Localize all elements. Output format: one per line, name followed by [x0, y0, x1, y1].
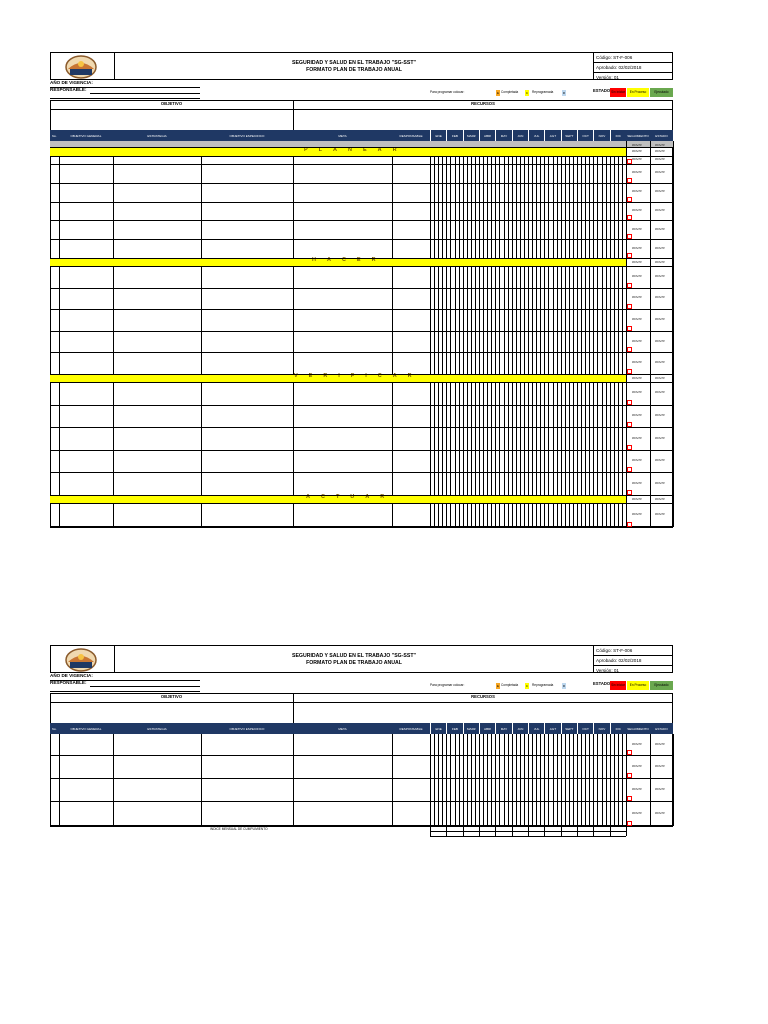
status-flag-icon — [627, 369, 632, 374]
seguimiento-value: #DIV/0! — [632, 189, 643, 194]
estado-value: #DIV/0! — [655, 458, 666, 463]
col-objetivo-especifico: OBJETIVO ESPECIFICO — [229, 133, 265, 138]
estado-label: ESTADO — [593, 88, 611, 93]
estado-value: #DIV/0! — [655, 741, 666, 746]
doc-code: Código: ST-F-006 — [594, 53, 672, 63]
seguimiento-value: #DIV/0! — [632, 170, 643, 175]
table-row[interactable] — [50, 183, 673, 202]
col-seguimiento: SEGUIMIENTO — [627, 133, 649, 138]
estado-value: #DIV/0! — [655, 763, 666, 768]
section-recursos-2: RECURSOS — [471, 694, 495, 699]
col-no-2: No. — [52, 726, 57, 731]
legend-program-label: Para programar colocar: — [430, 90, 465, 94]
table-row[interactable] — [50, 156, 673, 164]
estado-value: #DIV/0! — [655, 226, 666, 231]
doc-title-line1-2: SEGURIDAD Y SALUD EN EL TRABAJO "SG-SST" — [292, 653, 416, 659]
legend-rescheduled-marker-2: C — [525, 684, 529, 688]
status-flag-icon — [627, 490, 632, 495]
col-month-may: MAY — [495, 130, 511, 141]
legend-program-label-2: Para programar colocar: — [430, 683, 465, 687]
seguimiento-value: #DIV/0! — [632, 435, 643, 440]
legend-completed-marker: E — [496, 91, 499, 95]
col-month-oct-2: OCT — [577, 723, 593, 734]
legend-rescheduled-label: Reprogramada — [532, 90, 554, 94]
seguimiento-value: #DIV/0! — [632, 786, 643, 791]
col-month-feb: FEB — [446, 130, 462, 141]
table-row[interactable] — [50, 427, 673, 450]
col-responsable: RESPONSABLE — [399, 133, 423, 138]
estado-yellow: En Proceso — [627, 88, 649, 97]
estado-value: #DIV/0! — [655, 149, 666, 153]
table-row[interactable] — [50, 382, 673, 405]
col-month-jun: JUN — [512, 130, 528, 141]
estado-value: #DIV/0! — [655, 412, 666, 417]
col-estrategia-2: ESTRATEGIA — [147, 726, 167, 731]
legend-completed-marker-2: E — [496, 684, 499, 688]
col-estado-2: ESTADO — [655, 726, 668, 731]
table-row[interactable] — [50, 734, 673, 755]
col-month-abri-2: ABRI — [479, 723, 495, 734]
doc-title-line1: SEGURIDAD Y SALUD EN EL TRABAJO "SG-SST" — [292, 60, 416, 66]
legend-blank-marker: R — [562, 91, 566, 95]
doc-approved: Aprobado: 02/02/2018 — [594, 63, 672, 73]
seguimiento-value: #DIV/0! — [632, 360, 643, 365]
estado-value: #DIV/0! — [655, 497, 666, 501]
seguimiento-value: #DIV/0! — [632, 412, 643, 417]
estado-value: #DIV/0! — [655, 273, 666, 278]
seguimiento-value: #DIV/0! — [632, 810, 643, 815]
col-month-feb-2: FEB — [446, 723, 462, 734]
estado-value: #DIV/0! — [655, 317, 666, 321]
estado-value: #DIV/0! — [655, 295, 666, 300]
estado-value: #DIV/0! — [655, 435, 666, 440]
table-row[interactable] — [50, 266, 673, 288]
seguimiento-value: #DIV/0! — [632, 157, 643, 161]
seguimiento-value: #DIV/0! — [632, 338, 643, 343]
seguimiento-value: #DIV/0! — [632, 317, 643, 321]
col-month-dic: DIC — [610, 130, 626, 141]
table-row[interactable] — [50, 309, 673, 331]
estado-label-2: ESTADO — [593, 681, 611, 686]
table-row[interactable] — [50, 352, 673, 374]
seguimiento-value: #DIV/0! — [632, 497, 643, 501]
col-month-marz-2: MARZ — [463, 723, 479, 734]
estado-value: #DIV/0! — [655, 480, 666, 485]
doc-version-2: Versión: 01 — [596, 668, 619, 673]
estado-value: #DIV/0! — [655, 786, 666, 791]
seguimiento-value: #DIV/0! — [632, 149, 643, 153]
col-month-jul-2: JUL — [528, 723, 544, 734]
table-row[interactable] — [50, 755, 673, 778]
estado-value: #DIV/0! — [655, 143, 666, 147]
estado-value: #DIV/0! — [655, 208, 666, 212]
doc-approved-2: Aprobado: 02/02/2018 — [594, 656, 672, 666]
col-month-sept: SEPT — [561, 130, 577, 141]
doc-version: Versión: 01 — [596, 75, 619, 80]
col-meta-2: META — [338, 726, 347, 731]
legend-rescheduled-marker: C — [525, 91, 529, 95]
legend-blank-marker-2: R — [562, 684, 566, 688]
table-row[interactable] — [50, 164, 673, 183]
estado-red-2: Sin iniciar — [610, 681, 626, 690]
col-month-nov-2: NOV — [593, 723, 609, 734]
col-month-sept-2: SEPT — [561, 723, 577, 734]
seguimiento-value: #DIV/0! — [632, 245, 643, 250]
estado-value: #DIV/0! — [655, 376, 666, 380]
estado-value: #DIV/0! — [655, 512, 666, 516]
table-row[interactable] — [50, 503, 673, 527]
year-label-2: AÑO DE VIGENCIA: — [50, 673, 93, 678]
col-objetivo-general-2: OBJETIVO GENERAL — [70, 726, 102, 731]
estado-value: #DIV/0! — [655, 157, 666, 161]
col-month-ene: ENE — [430, 130, 446, 141]
estado-yellow-2: En Proceso — [627, 681, 649, 690]
estado-value: #DIV/0! — [655, 170, 666, 175]
seguimiento-value: #DIV/0! — [632, 226, 643, 231]
legend-rescheduled-label-2: Reprogramada — [532, 683, 554, 687]
col-month-abri: ABRI — [479, 130, 495, 141]
col-objetivo-especifico-2: OBJETIVO ESPECIFICO — [229, 726, 265, 731]
phase-hacer: HACER — [312, 257, 387, 263]
estado-green: Ejecutado — [650, 88, 673, 97]
estado-value: #DIV/0! — [655, 810, 666, 815]
table-row[interactable] — [50, 472, 673, 495]
table-row[interactable] — [50, 220, 673, 239]
col-month-jul: JUL — [528, 130, 544, 141]
estado-value: #DIV/0! — [655, 338, 666, 343]
col-meta: META — [338, 133, 347, 138]
col-month-agt-2: AGT — [544, 723, 560, 734]
table-row[interactable] — [50, 405, 673, 428]
doc-code-2: Código: ST-F-006 — [594, 646, 672, 656]
estado-red: Sin iniciar — [610, 88, 626, 97]
phase-verificar: VERIFICAR — [294, 373, 423, 379]
section-recursos: RECURSOS — [471, 101, 495, 106]
status-flag-icon — [627, 522, 632, 527]
col-estado: ESTADO — [655, 133, 668, 138]
footer-label: INDICE MENSUAL DE CUMPLIMIENTO — [210, 827, 268, 831]
col-no: No. — [52, 133, 57, 138]
estado-value: #DIV/0! — [655, 245, 666, 250]
table-row[interactable] — [50, 450, 673, 473]
estado-green-2: Ejecutado — [650, 681, 673, 690]
section-objetivo: OBJETIVO — [160, 101, 183, 106]
col-month-ene-2: ENE — [430, 723, 446, 734]
col-month-nov: NOV — [593, 130, 609, 141]
phase-actuar: ACTUAR — [306, 494, 396, 500]
doc-title-line2: FORMATO PLAN DE TRABAJO ANUAL — [306, 66, 402, 73]
table-row[interactable] — [50, 801, 673, 826]
status-flag-icon — [627, 253, 632, 258]
seguimiento-value: #DIV/0! — [632, 741, 643, 746]
col-month-dic-2: DIC — [610, 723, 626, 734]
col-month-agt: AGT — [544, 130, 560, 141]
table-row[interactable] — [50, 288, 673, 310]
col-seguimiento-2: SEGUIMIENTO — [627, 726, 649, 731]
legend-completed-label-2: Completada — [501, 683, 519, 687]
seguimiento-value: #DIV/0! — [632, 376, 643, 380]
seguimiento-value: #DIV/0! — [632, 763, 643, 768]
col-month-marz: MARZ — [463, 130, 479, 141]
seguimiento-value: #DIV/0! — [632, 143, 643, 147]
col-month-jun-2: JUN — [512, 723, 528, 734]
table-row[interactable] — [50, 778, 673, 801]
seguimiento-value: #DIV/0! — [632, 390, 643, 395]
responsible-label-2: RESPONSABLE: — [50, 680, 87, 685]
table-row[interactable] — [50, 331, 673, 353]
responsible-label: RESPONSABLE: — [50, 87, 87, 92]
seguimiento-value: #DIV/0! — [632, 480, 643, 485]
year-label: AÑO DE VIGENCIA: — [50, 80, 93, 85]
seguimiento-value: #DIV/0! — [632, 458, 643, 463]
seguimiento-value: #DIV/0! — [632, 208, 643, 212]
plan-sheet-2 — [50, 645, 673, 837]
estado-value: #DIV/0! — [655, 360, 666, 365]
col-objetivo-general: OBJETIVO GENERAL — [70, 133, 102, 138]
table-row[interactable] — [50, 239, 673, 258]
col-month-may-2: MAY — [495, 723, 511, 734]
estado-value: #DIV/0! — [655, 260, 666, 264]
col-month-oct: OCT — [577, 130, 593, 141]
phase-planear: PLANEAR — [304, 147, 408, 153]
col-estrategia: ESTRATEGIA — [147, 133, 167, 138]
estado-value: #DIV/0! — [655, 189, 666, 194]
status-flag-icon — [627, 821, 632, 826]
seguimiento-value: #DIV/0! — [632, 273, 643, 278]
seguimiento-value: #DIV/0! — [632, 512, 643, 516]
table-row[interactable] — [50, 202, 673, 221]
seguimiento-value: #DIV/0! — [632, 295, 643, 300]
section-objetivo-2: OBJETIVO — [160, 694, 183, 699]
col-responsable-2: RESPONSABLE — [399, 726, 423, 731]
estado-value: #DIV/0! — [655, 390, 666, 395]
seguimiento-value: #DIV/0! — [632, 260, 643, 264]
doc-title-line2-2: FORMATO PLAN DE TRABAJO ANUAL — [306, 659, 402, 666]
legend-completed-label: Completada — [501, 90, 519, 94]
plan-sheet-1 — [50, 52, 673, 527]
